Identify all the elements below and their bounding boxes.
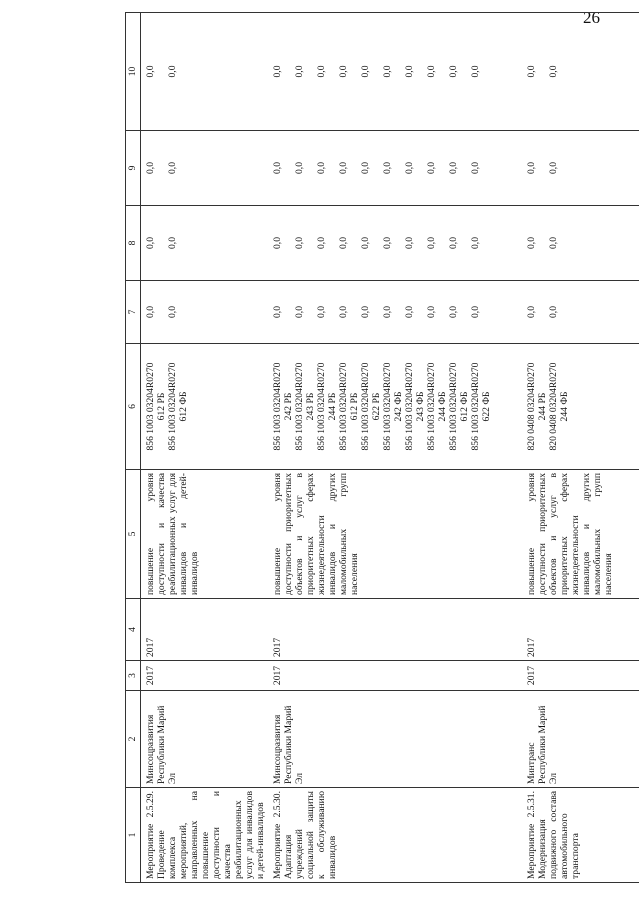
value: 0,0 — [404, 237, 415, 249]
value: 0,0 — [167, 65, 178, 78]
value: 0,0 — [316, 65, 327, 78]
value: 0,0 — [470, 306, 481, 318]
value-cell-9 — [141, 131, 269, 206]
value-cell-10 — [522, 13, 639, 131]
value: 0,0 — [338, 237, 349, 249]
code-line: 856 1003 03204R0270 — [426, 362, 437, 451]
value: 0,0 — [448, 237, 459, 249]
value: 0,0 — [316, 162, 327, 174]
code-line: 243 РБ — [305, 392, 316, 421]
header-cell: 5 — [126, 470, 141, 599]
measure-cell: Мероприятие 2.5.30. Адаптация учреждений социальной защиты к обслуживанию инвалидов — [268, 788, 522, 883]
result-cell: повышение уровня доступности приоритетных объектов и услуг в приоритетных сферах жизнедеятельности инвалидов и других маломобильных групп населения — [268, 470, 522, 599]
code-line: 856 1003 03204R0270 — [294, 362, 305, 451]
code-line: 244 РБ — [327, 392, 338, 421]
value: 0,0 — [145, 306, 156, 318]
value-cell-10 — [141, 13, 269, 131]
measure-cell: Мероприятие 2.5.31. Модернизация подвижного состава автомобильного транспорта — [522, 788, 639, 883]
code-line: 856 1003 03204R0270 — [145, 362, 156, 451]
executor-cell: Минсоцразвития Республики Марий Эл — [268, 691, 522, 788]
result-cell: повышение уровня доступности и качества реабилитационных услуг для инвалидов и детей-инвалидов — [141, 470, 269, 599]
value: 0,0 — [526, 306, 537, 318]
code-line: 612 РБ — [349, 392, 360, 421]
value: 0,0 — [338, 65, 349, 78]
value: 0,0 — [316, 237, 327, 249]
value: 0,0 — [548, 237, 559, 249]
value-cell-9 — [522, 131, 639, 206]
value: 0,0 — [470, 65, 481, 78]
code-line: 243 ФБ — [415, 391, 426, 422]
header-cell: 8 — [126, 206, 141, 281]
value: 0,0 — [272, 65, 283, 78]
value: 0,0 — [382, 162, 393, 174]
code-line: 622 ФБ — [481, 391, 492, 422]
page-number: 26 — [583, 8, 600, 27]
code-line: 820 0408 03204R0270 — [526, 362, 537, 451]
table-row — [141, 13, 269, 883]
value: 0,0 — [526, 65, 537, 78]
value: 0,0 — [272, 306, 283, 318]
start-year-cell: 2017 — [141, 661, 269, 691]
value: 0,0 — [316, 306, 327, 318]
header-cell: 10 — [126, 13, 141, 131]
value: 0,0 — [145, 162, 156, 174]
value: 0,0 — [448, 65, 459, 78]
value: 0,0 — [167, 162, 178, 174]
value-cell-10 — [268, 13, 522, 131]
value: 0,0 — [360, 306, 371, 318]
value: 0,0 — [548, 306, 559, 318]
value: 0,0 — [404, 65, 415, 78]
value: 0,0 — [382, 306, 393, 318]
code-line: 244 ФБ — [437, 391, 448, 422]
value: 0,0 — [448, 162, 459, 174]
code-line: 856 1003 03204R0270 — [338, 362, 349, 451]
value: 0,0 — [145, 237, 156, 249]
value: 0,0 — [404, 306, 415, 318]
value-cell-8 — [522, 206, 639, 281]
value: 0,0 — [426, 65, 437, 78]
value: 0,0 — [167, 306, 178, 318]
code-line: 856 1003 03204R0270 — [272, 362, 283, 451]
code-line: 244 РБ — [537, 392, 548, 421]
value: 0,0 — [294, 306, 305, 318]
code-line: 856 1003 03204R0270 — [404, 362, 415, 451]
value: 0,0 — [360, 65, 371, 78]
header-cell: 2 — [126, 691, 141, 788]
value: 0,0 — [360, 162, 371, 174]
value: 0,0 — [526, 237, 537, 249]
value-cell-8 — [141, 206, 269, 281]
value-cell-8 — [268, 206, 522, 281]
code-line: 612 ФБ — [459, 391, 470, 422]
value-cell-7 — [522, 281, 639, 344]
header-row — [126, 13, 141, 883]
value: 0,0 — [294, 237, 305, 249]
value: 0,0 — [548, 65, 559, 78]
value: 0,0 — [145, 65, 156, 78]
value: 0,0 — [294, 162, 305, 174]
table-row — [522, 13, 639, 883]
value: 0,0 — [338, 162, 349, 174]
value-cell-7 — [268, 281, 522, 344]
header-cell: 6 — [126, 344, 141, 470]
value: 0,0 — [167, 237, 178, 249]
end-year-cell: 2017 — [268, 599, 522, 661]
value: 0,0 — [360, 237, 371, 249]
header-cell: 4 — [126, 599, 141, 661]
code-line: 856 1003 03204R0270 — [448, 362, 459, 451]
code-line: 856 1003 03204R0270 — [360, 362, 371, 451]
start-year-cell: 2017 — [522, 661, 639, 691]
codes-cell — [268, 344, 522, 470]
value: 0,0 — [548, 162, 559, 174]
code-line: 612 ФБ — [178, 391, 189, 422]
value: 0,0 — [382, 65, 393, 78]
measure-cell: Мероприятие 2.5.29. Проведение комплекса мероприятий, направленных на повышение доступности и качества реабилитационных услуг для инвалидов и детей-инвалидов — [141, 788, 269, 883]
value: 0,0 — [294, 65, 305, 78]
value: 0,0 — [338, 306, 349, 318]
result-cell: повышение уровня доступности приоритетных объектов и услуг в приоритетных сферах жизнедеятельности инвалидов и других маломобильных групп населения — [522, 470, 639, 599]
value: 0,0 — [426, 237, 437, 249]
end-year-cell: 2017 — [522, 599, 639, 661]
code-line: 622 РБ — [371, 392, 382, 421]
end-year-cell: 2017 — [141, 599, 269, 661]
value: 0,0 — [448, 306, 459, 318]
code-line: 242 РБ — [283, 392, 294, 421]
header-cell: 1 — [126, 788, 141, 883]
value-cell-9 — [268, 131, 522, 206]
codes-cell — [141, 344, 269, 470]
value: 0,0 — [426, 162, 437, 174]
value: 0,0 — [470, 237, 481, 249]
code-line: 242 ФБ — [393, 391, 404, 422]
value: 0,0 — [382, 237, 393, 249]
code-line: 612 РБ — [156, 392, 167, 421]
code-line: 856 1003 03204R0270 — [316, 362, 327, 451]
value: 0,0 — [404, 162, 415, 174]
code-line: 244 ФБ — [559, 391, 570, 422]
value: 0,0 — [526, 162, 537, 174]
table-row — [268, 13, 522, 883]
value: 0,0 — [272, 237, 283, 249]
value: 0,0 — [426, 306, 437, 318]
value: 0,0 — [272, 162, 283, 174]
header-cell: 7 — [126, 281, 141, 344]
executor-cell: Минтранс Республики Марий Эл — [522, 691, 639, 788]
header-cell: 9 — [126, 131, 141, 206]
measures-table — [125, 12, 639, 883]
code-line: 820 0408 03204R0270 — [548, 362, 559, 451]
code-line: 856 1003 03204R0270 — [382, 362, 393, 451]
codes-cell — [522, 344, 639, 470]
start-year-cell: 2017 — [268, 661, 522, 691]
value: 0,0 — [470, 162, 481, 174]
code-line: 856 1003 03204R0270 — [167, 362, 178, 451]
code-line: 856 1003 03204R0270 — [470, 362, 481, 451]
executor-cell: Минсоцразвития Республики Марий Эл — [141, 691, 269, 788]
value-cell-7 — [141, 281, 269, 344]
header-cell: 3 — [126, 661, 141, 691]
